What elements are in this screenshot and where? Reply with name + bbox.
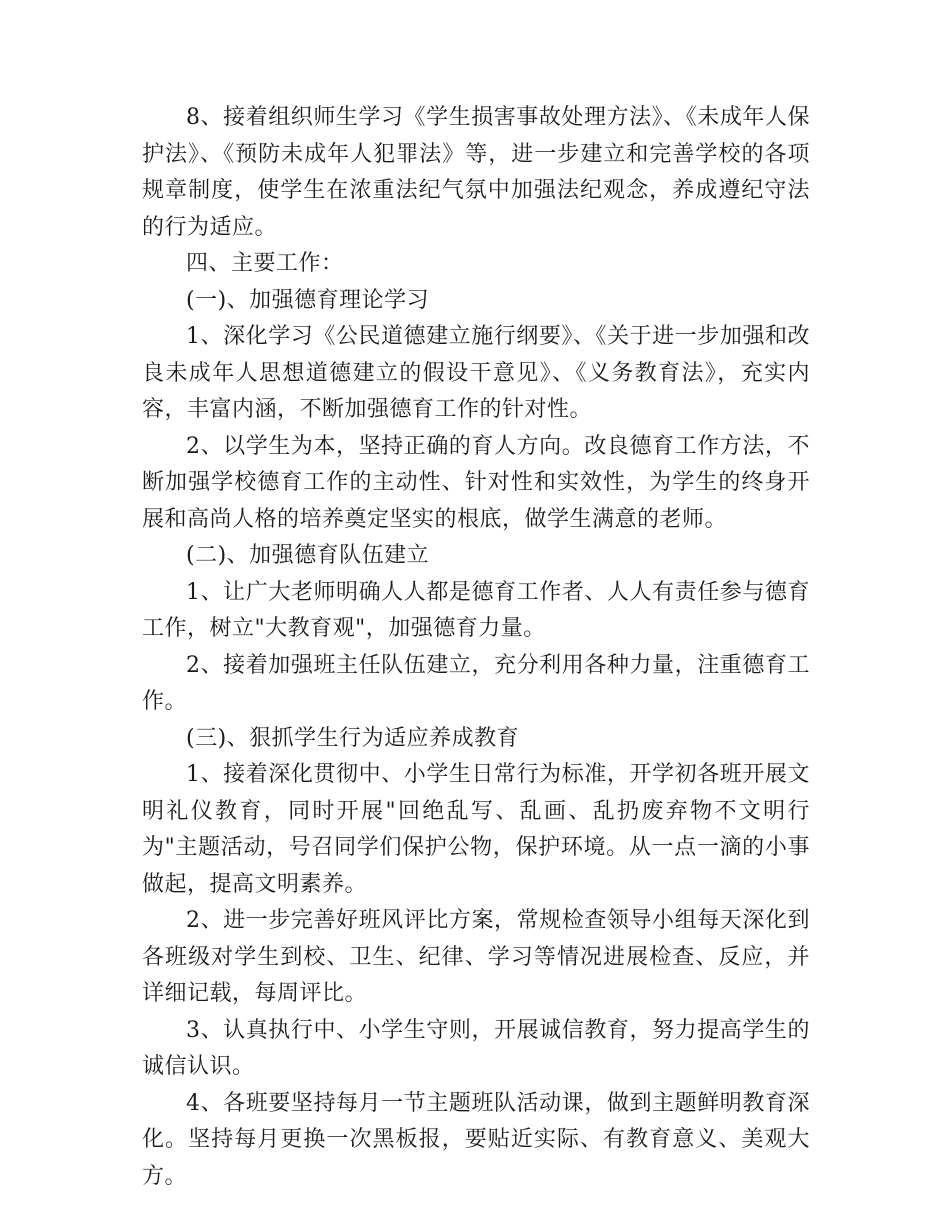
paragraph-item: 1、接着深化贯彻中、小学生日常行为标准，开学初各班开展文明礼仪教育，同时开展"回绝乱写、乱画、乱扔废弃物不文明行为"主题活动，号召同学们保护公物，保护环境。从一点一滴的小事做起，提高文明素养。	[142, 762, 810, 897]
paragraph-item: 2、接着加强班主任队伍建立，充分利用各种力量，注重德育工作。	[142, 652, 810, 714]
document-page	[142, 100, 810, 1195]
section-heading-main-work: 四、主要工作：	[186, 251, 344, 276]
subsection-heading-2: (二)、加强德育队伍建立	[186, 543, 430, 568]
paragraph-item: 4、各班要坚持每月一节主题班队活动课，做到主题鲜明教育深化。坚持每月更换一次黑板报，要贴近实际、有教育意义、美观大方。	[142, 1090, 810, 1189]
subsection-heading-3: (三)、狠抓学生行为适应养成教育	[186, 725, 520, 751]
subsection-heading-1: (一)、加强德育理论学习	[186, 287, 430, 313]
paragraph-item: 3、认真执行中、小学生守则，开展诚信教育，努力提高学生的诚信认识。	[142, 1017, 810, 1079]
paragraph-item-8-regulations: 8、接着组织师生学习《学生损害事故处理方法》、《未成年人保护法》、《预防未成年人犯罪法》等，进一步建立和完善学校的各项规章制度，使学生在浓重法纪气氛中加强法纪观念，养成遵纪守法的行为适应。	[142, 105, 810, 240]
paragraph-item: 1、让广大老师明确人人都是德育工作者、人人有责任参与德育工作，树立"大教育观"，加强德育力量。	[142, 579, 810, 641]
paragraph-item: 1、深化学习《公民道德建立施行纲要》、《关于进一步加强和改良未成年人思想道德建立的假设干意见》、《义务教育法》，充实内容，丰富内涵，不断加强德育工作的针对性。	[142, 324, 810, 422]
paragraph-item: 2、进一步完善好班风评比方案，常规检查领导小组每天深化到各班级对学生到校、卫生、纪律、学习等情况进展检查、反应，并详细记载，每周评比。	[142, 908, 810, 1006]
paragraph-item: 2、以学生为本，坚持正确的育人方向。改良德育工作方法，不断加强学校德育工作的主动性、针对性和实效性，为学生的终身开展和高尚人格的培养奠定坚实的根底，做学生满意的老师。	[142, 433, 810, 532]
